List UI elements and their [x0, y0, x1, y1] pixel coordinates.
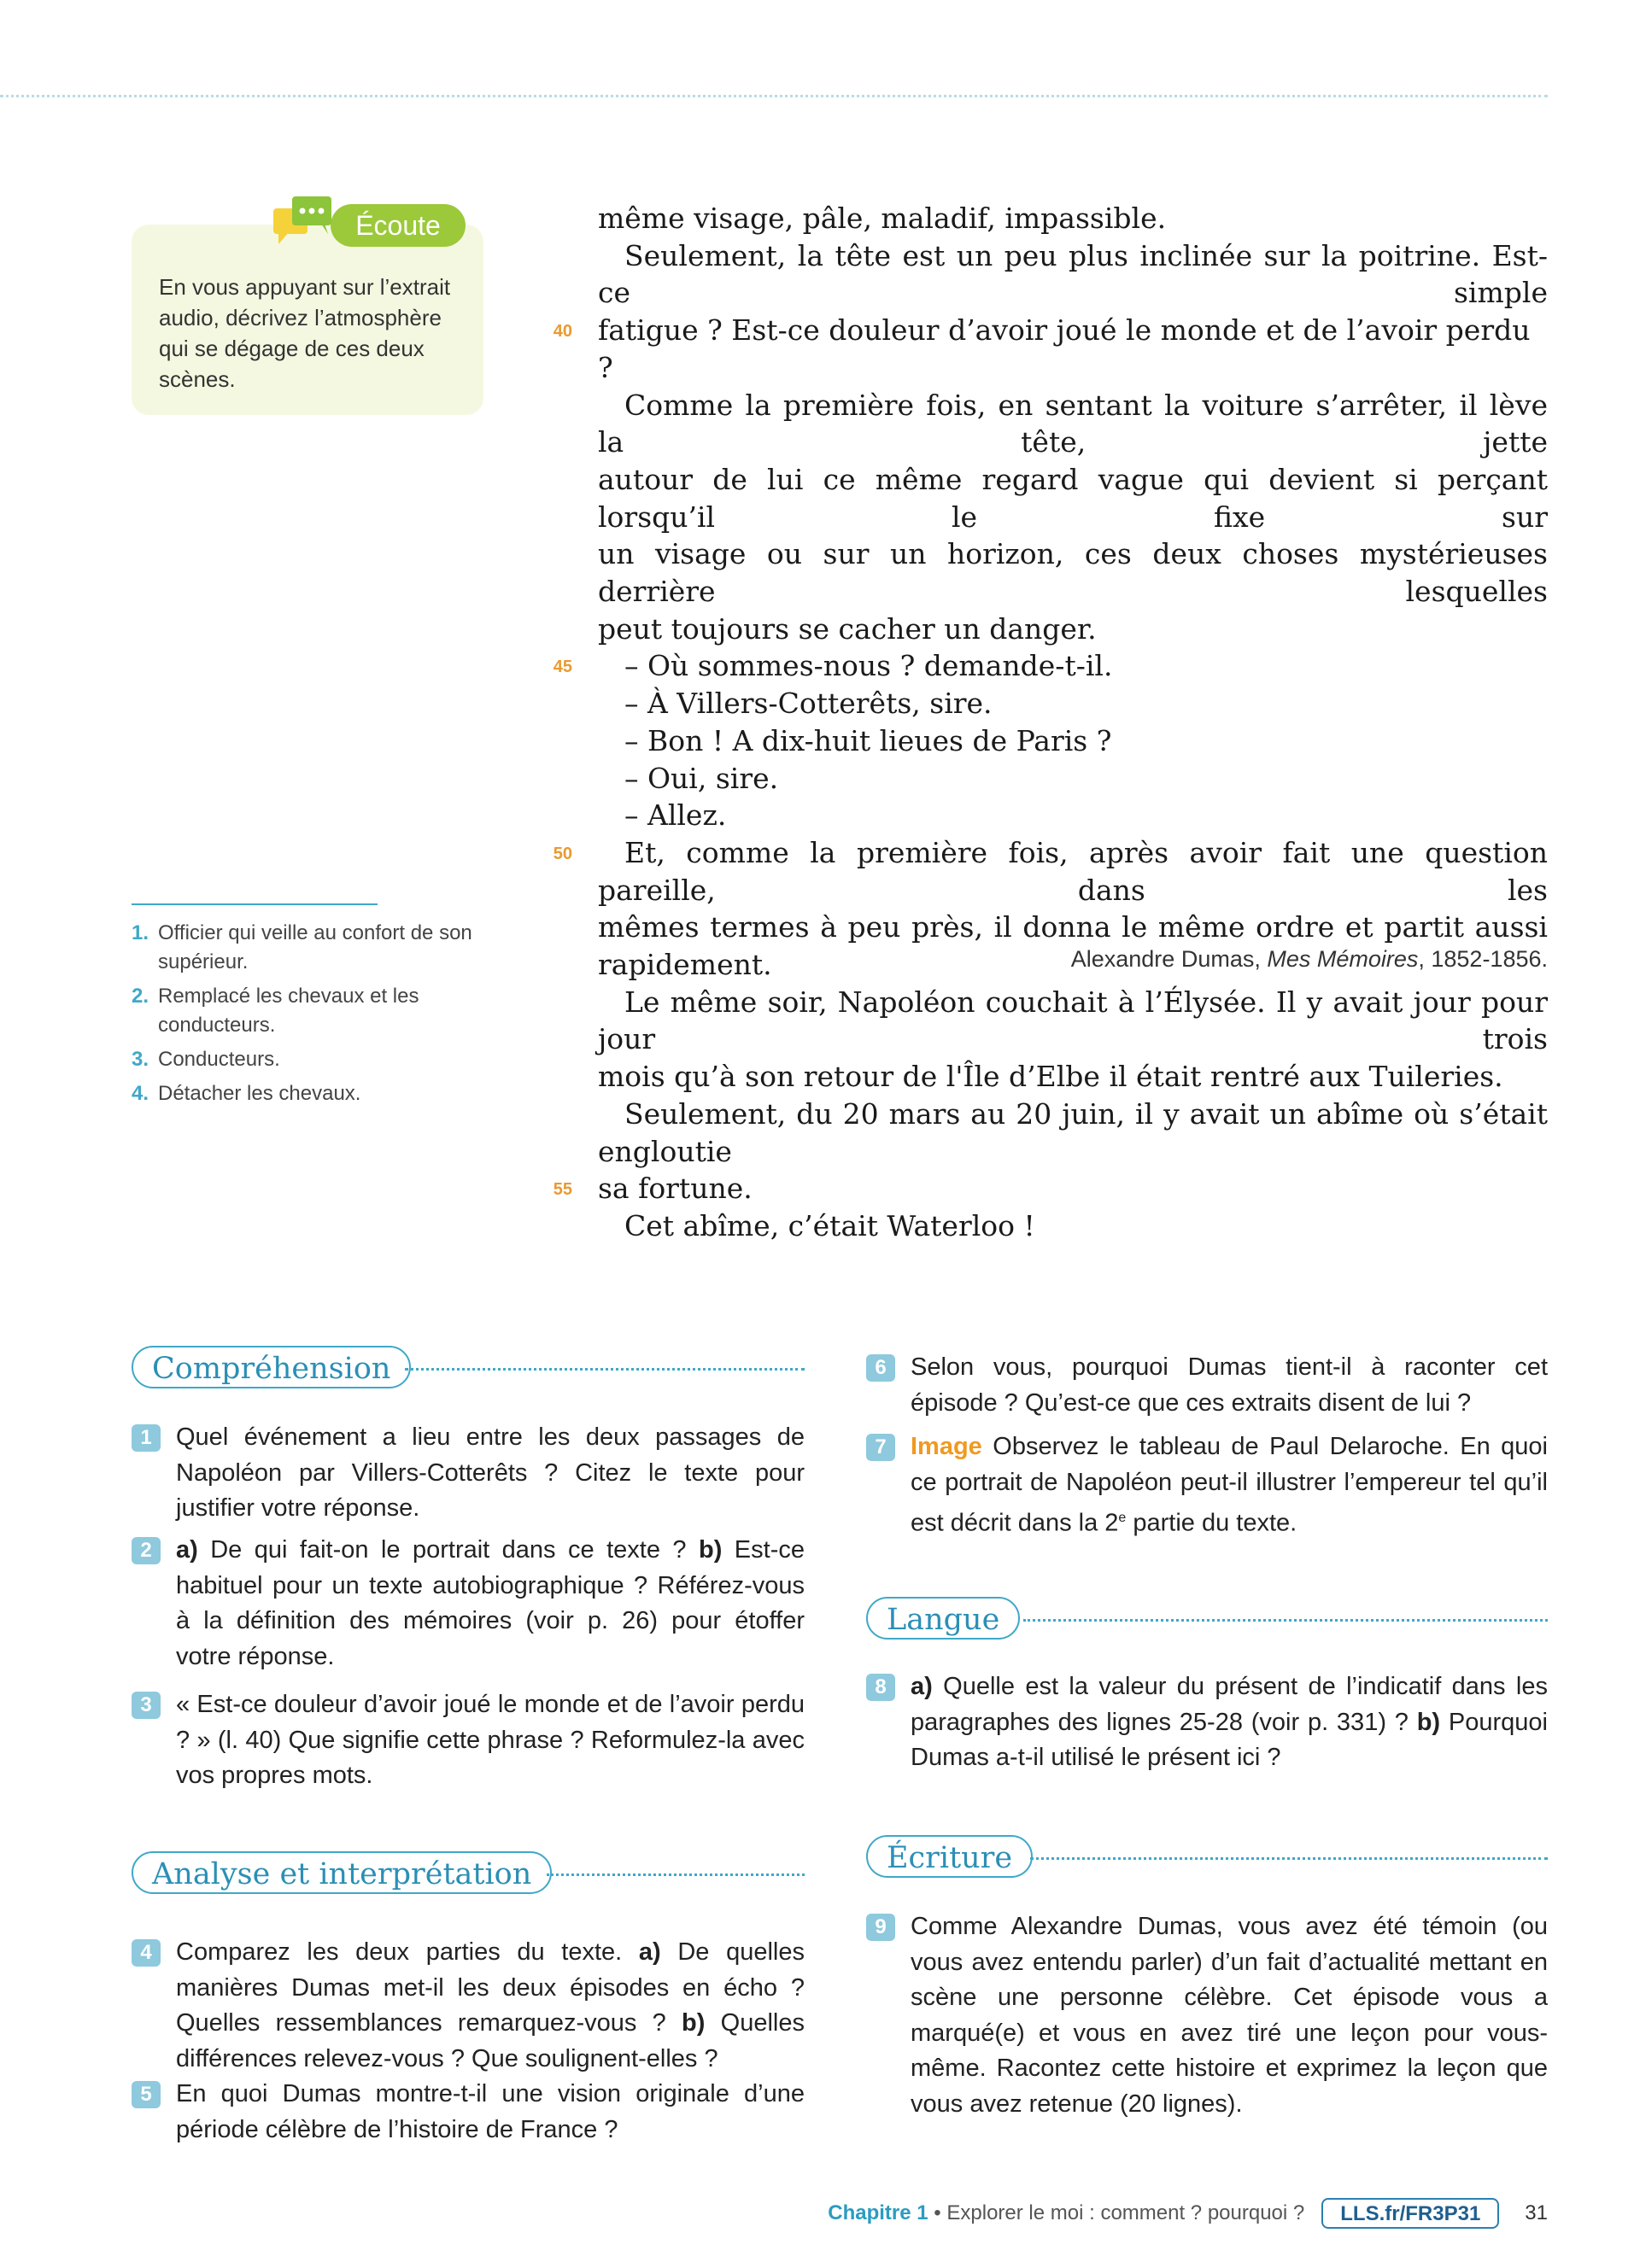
- text-line: [598, 722, 1548, 760]
- question-text: [911, 1669, 1548, 1776]
- footnote-text: Conducteurs.: [158, 1048, 280, 1071]
- section-dots: [1030, 1857, 1548, 1860]
- section-dots: [547, 1873, 805, 1876]
- question-number-badge: 2: [132, 1537, 161, 1564]
- line-text: autour de lui ce même regard vague qui devient si perçant lorsqu’il le fixe sur: [598, 462, 1548, 534]
- line-text: un visage ou sur un horizon, ces deux choses mystérieuses derrière lesquelles: [598, 537, 1548, 609]
- footnote-number: 2.: [132, 985, 149, 1008]
- line-text: sa fortune.: [598, 1172, 753, 1206]
- text-line: [598, 535, 1548, 610]
- question-number-badge: 1: [132, 1424, 161, 1452]
- line-number: 55: [553, 1180, 572, 1200]
- question-3: [132, 1687, 805, 1794]
- speech-bubble-icon: [272, 195, 333, 248]
- lls-link[interactable]: LLS.fr/FR3P31: [1321, 2198, 1499, 2229]
- section-analyse: Analyse et interprétation: [132, 1851, 552, 1894]
- line-text: Le même soir, Napoléon couchait à l’Élysée. Il y avait jour pour jour trois: [598, 985, 1548, 1056]
- part-b-label: b): [698, 1536, 723, 1564]
- top-dotted-rule: [0, 95, 1548, 97]
- chapter-title: • Explorer le moi : comment ? pourquoi ?: [928, 2201, 1305, 2224]
- page-footer: [769, 2196, 1548, 2230]
- question-number-badge: 3: [132, 1692, 161, 1719]
- line-text: mois qu’à son retour de l'Île d’Elbe il était rentré aux Tuileries.: [598, 1060, 1503, 1094]
- line-text: – Allez.: [624, 798, 727, 833]
- line-number: 40: [553, 322, 572, 342]
- question-5: [132, 2077, 805, 2148]
- text-line: [598, 1058, 1548, 1096]
- source-author: Alexandre Dumas,: [1070, 946, 1268, 972]
- footnote: [132, 1079, 473, 1108]
- line-text: peut toujours se cacher un danger.: [598, 611, 1097, 646]
- footnote-text: Officier qui veille au confort de son supérieur.: [158, 921, 472, 973]
- question-text: Selon vous, pourquoi Dumas tient-il à raconter cet épisode ? Qu’est-ce que ces extraits disent de lui ?: [911, 1353, 1548, 1417]
- line-text: Cet abîme, c’était Waterloo !: [624, 1208, 1035, 1242]
- text-line: [553, 1170, 1548, 1207]
- ecoute-instructions: En vous appuyant sur l’extrait audio, décrivez l’atmosphère qui se dégage de ces deux scènes.: [159, 274, 451, 392]
- question-1: [132, 1420, 805, 1527]
- footnote: [132, 1045, 473, 1074]
- line-text: fatigue ? Est-ce douleur d’avoir joué le monde et de l’avoir perdu ?: [598, 313, 1531, 384]
- text-line: [598, 387, 1548, 461]
- text-line: [598, 237, 1548, 312]
- superscript: e: [1118, 1511, 1127, 1525]
- part-b-text: Est-ce habituel pour un texte autobiographique ? Référez-vous à la définition des mémoires (voir p. 26) pour étoffer votre réponse.: [176, 1536, 805, 1670]
- text-line: [598, 200, 1548, 237]
- line-text: – Bon ! A dix-huit lieues de Paris ?: [624, 723, 1112, 757]
- question-number-badge: 7: [866, 1434, 895, 1461]
- section-dots: [1023, 1619, 1548, 1622]
- image-tag: Image: [911, 1433, 982, 1460]
- question-number-badge: 9: [866, 1914, 895, 1941]
- question-number-badge: 5: [132, 2081, 161, 2108]
- question-4: [132, 1935, 805, 2077]
- source-date: , 1852-1856.: [1418, 946, 1548, 972]
- question-text: En quoi Dumas montre-t-il une vision originale d’une période célèbre de l’histoire de France ?: [176, 2080, 805, 2143]
- line-text: Comme la première fois, en sentant la voiture s’arrêter, il lève la tête, jette: [598, 388, 1548, 459]
- line-number: 50: [553, 844, 572, 863]
- question-text: [176, 1533, 805, 1675]
- text-line: [598, 1096, 1548, 1170]
- footnotes: [132, 919, 473, 1114]
- part-a-text: Quelle est la valeur du présent de l’indicatif dans les paragraphes des lignes 25-28 (voir p. 331) ?: [911, 1673, 1548, 1736]
- footnote: [132, 982, 473, 1040]
- question-number-badge: 8: [866, 1674, 895, 1701]
- question-text: [176, 1935, 805, 2077]
- part-a-text: De quelles manières Dumas met-il les deux épisodes en écho ? Quelles ressemblances remarquez-vous ?: [176, 1938, 805, 2037]
- part-b-text: Pourquoi Dumas a-t-il utilisé le présent ici ?: [911, 1708, 1548, 1771]
- text-line: [598, 461, 1548, 535]
- section-langue: Langue: [866, 1597, 1020, 1640]
- question-text-part: Observez le tableau de Paul Delaroche. En quoi ce portrait de Napoléon peut-il illustrer l’empereur tel qu’il est décrit dans la 2: [911, 1433, 1548, 1537]
- text-line: [553, 834, 1548, 909]
- part-a-text: De qui fait-on le portrait dans ce texte ?: [197, 1536, 699, 1564]
- chapter-label: [828, 2201, 1304, 2225]
- footnote-number: 3.: [132, 1048, 149, 1071]
- line-text: – À Villers-Cotterêts, sire.: [624, 687, 993, 721]
- part-a-label: a): [911, 1673, 933, 1700]
- text-line: [598, 760, 1548, 798]
- part-b-label: b): [1416, 1708, 1441, 1736]
- section-dots: [405, 1368, 805, 1371]
- line-text: Seulement, du 20 mars au 20 juin, il y avait un abîme où s’était engloutie: [598, 1096, 1548, 1168]
- ecoute-label[interactable]: Écoute: [331, 204, 466, 247]
- footnote-rule: [132, 903, 378, 905]
- question-2: [132, 1533, 805, 1675]
- part-a-label: a): [638, 1938, 661, 1966]
- question-8: [866, 1669, 1548, 1776]
- line-text: Seulement, la tête est un peu plus inclinée sur la poitrine. Est-ce simple: [598, 238, 1548, 310]
- chapter-number: Chapitre 1: [828, 2201, 928, 2224]
- source-work: Mes Mémoires: [1267, 946, 1419, 972]
- footnote-number: 1.: [132, 921, 149, 944]
- line-text: mêmes termes à peu près, il donna le même ordre et partit aussi rapidement.: [598, 910, 1548, 982]
- question-number-badge: 6: [866, 1354, 895, 1382]
- footnote-text: Détacher les chevaux.: [158, 1082, 361, 1105]
- footnote: [132, 919, 473, 977]
- text-line: [598, 611, 1548, 648]
- part-b-text: Quelles différences relevez-vous ? Que soulignent-elles ?: [176, 2009, 805, 2072]
- line-text: – Oui, sire.: [624, 761, 779, 795]
- question-text-part: partie du texte.: [1126, 1509, 1297, 1537]
- question-text: [911, 1429, 1548, 1541]
- question-text: Quel événement a lieu entre les deux passages de Napoléon par Villers-Cotterêts ? Citez le texte pour justifier votre réponse.: [176, 1423, 805, 1522]
- excerpt-text: [553, 200, 1548, 1245]
- question-9: [866, 1909, 1548, 2122]
- intro-text: Comparez les deux parties du texte.: [176, 1938, 639, 1966]
- line-text: Et, comme la première fois, après avoir fait une question pareille, dans les: [598, 835, 1548, 907]
- question-7: [866, 1429, 1548, 1541]
- text-line: [598, 1207, 1548, 1245]
- footnote-text: Remplacé les chevaux et les conducteurs.: [158, 985, 419, 1037]
- line-text: – Où sommes-nous ? demande-t-il.: [624, 649, 1113, 683]
- text-line: [598, 797, 1548, 834]
- section-comprehension: Compréhension: [132, 1346, 411, 1388]
- source-citation: [940, 946, 1548, 973]
- line-number: 45: [553, 658, 572, 677]
- footnote-number: 4.: [132, 1082, 149, 1105]
- question-number-badge: 4: [132, 1939, 161, 1967]
- section-ecriture: Écriture: [866, 1835, 1033, 1878]
- question-6: [866, 1350, 1548, 1421]
- text-line: [553, 647, 1548, 685]
- question-text: Comme Alexandre Dumas, vous avez été témoin (ou vous avez entendu parler) d’un fait d’actualité mettant en scène une personne célèbre. Cet épisode vous a marqué(e) et vous en avez tiré une leçon pour vous-même. Racontez cette histoire et exprimez la leçon que vous avez retenue (20 lignes).: [911, 1913, 1548, 2118]
- part-b-label: b): [682, 2009, 706, 2037]
- text-line: [598, 685, 1548, 722]
- question-text: « Est-ce douleur d’avoir joué le monde et de l’avoir perdu ? » (l. 40) Que signifie cette phrase ? Reformulez-la avec vos propres mots.: [176, 1691, 805, 1789]
- text-line: [553, 312, 1548, 386]
- text-line: [598, 984, 1548, 1058]
- line-text: même visage, pâle, maladif, impassible.: [598, 202, 1167, 235]
- page-number: 31: [1525, 2201, 1548, 2224]
- part-a-label: a): [176, 1536, 198, 1564]
